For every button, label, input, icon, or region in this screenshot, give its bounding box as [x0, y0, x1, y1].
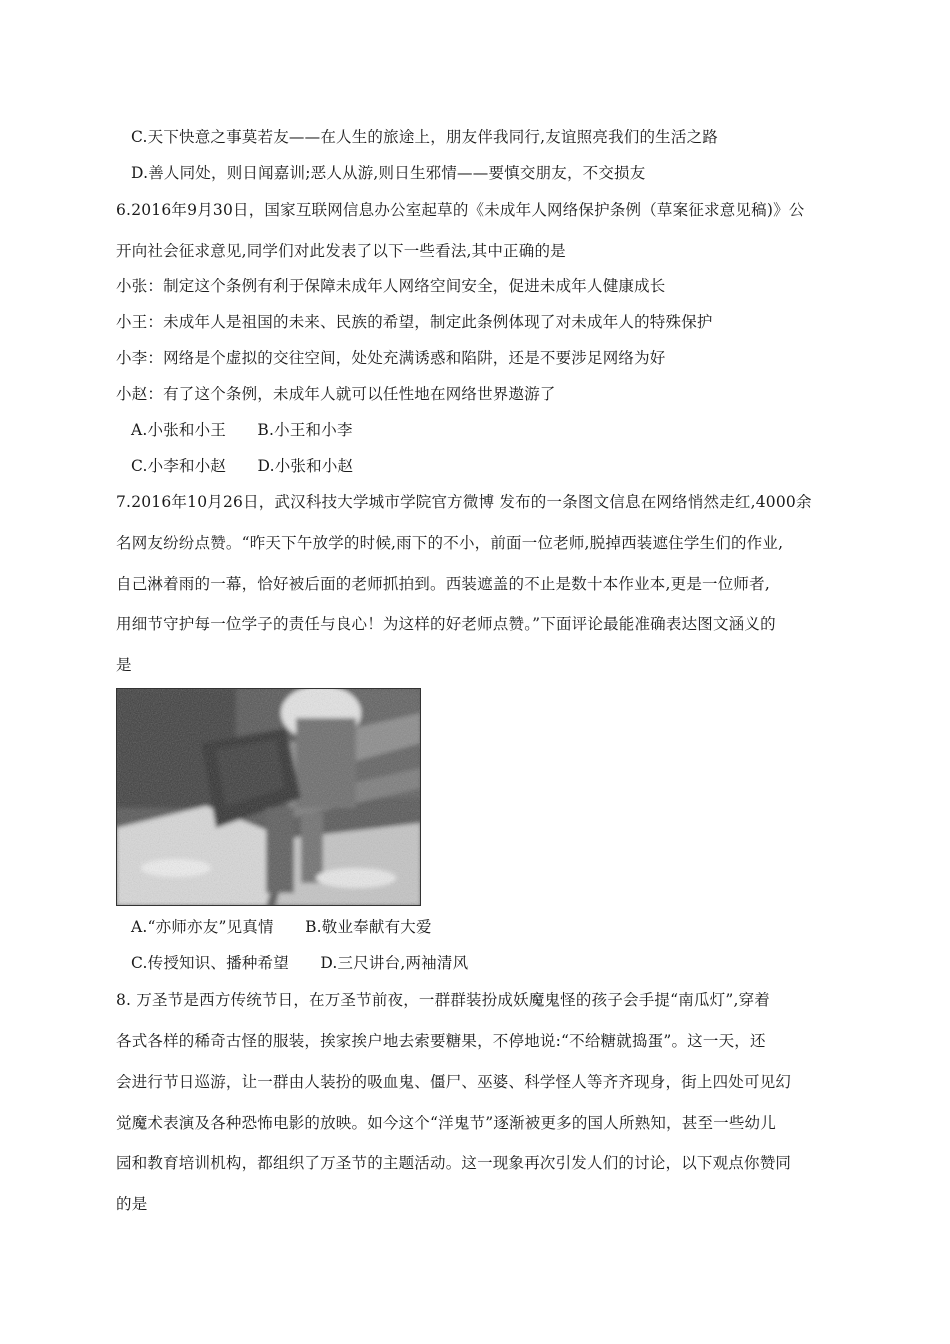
q5-option-c: C.天下快意之事莫若友——在人生的旅途上，朋友伴我同行,友谊照亮我们的生活之路: [131, 128, 718, 146]
q6-view-zhao: 小赵：有了这个条例，未成年人就可以任性地在网络世界遨游了: [116, 385, 556, 403]
q7-stem-line-1: 7.2016年10月26日，武汉科技大学城市学院官方微博 发布的一条图文信息在网络悄然走红,4000余: [116, 493, 812, 511]
q8-stem-line-3: 会进行节日巡游，让一群由人装扮的吸血鬼、僵尸、巫婆、科学怪人等齐齐现身，街上四处可见幻: [116, 1073, 792, 1091]
q6-options-row-2: C.小李和小赵 D.小张和小赵: [131, 457, 354, 475]
q7-stem-line-5: 是: [116, 656, 132, 674]
teacher-photo-image: [116, 688, 421, 906]
q7-options-row-1: A.“亦师亦友”见真情 B.敬业奉献有大爱: [131, 918, 432, 936]
q8-stem-line-2: 各式各样的稀奇古怪的服装，挨家挨户地去索要糖果，不停地说:“不给糖就捣蛋”。这一天，还: [116, 1032, 766, 1050]
q8-stem-line-5: 园和教育培训机构，都组织了万圣节的主题活动。这一现象再次引发人们的讨论，以下观点你赞同: [116, 1154, 792, 1172]
q6-view-wang: 小王：未成年人是祖国的未来、民族的希望，制定此条例体现了对未成年人的特殊保护: [116, 313, 713, 331]
q6-view-li: 小李：网络是个虚拟的交往空间，处处充满诱惑和陷阱，还是不要涉足网络为好: [116, 349, 666, 367]
q8-stem-line-1: 8. 万圣节是西方传统节日，在万圣节前夜，一群群装扮成妖魔鬼怪的孩子会手提“南瓜灯”,穿着: [116, 991, 770, 1009]
q6-stem-line-2: 开向社会征求意见,同学们对此发表了以下一些看法,其中正确的是: [116, 242, 566, 260]
q6-options-row-1: A.小张和小王 B.小王和小李: [131, 421, 353, 439]
q7-stem-line-4: 用细节守护每一位学子的责任与良心！为这样的好老师点赞。”下面评论最能准确表达图文涵义的: [116, 615, 776, 633]
teacher-photo: [116, 688, 421, 906]
q6-view-zhang: 小张：制定这个条例有利于保障未成年人网络空间安全，促进未成年人健康成长: [116, 277, 666, 295]
q8-stem-line-4: 觉魔术表演及各种恐怖电影的放映。如今这个“洋鬼节”逐渐被更多的国人所熟知，甚至一些幼儿: [116, 1114, 776, 1132]
q8-stem-line-6: 的是: [116, 1195, 148, 1213]
q7-stem-line-2: 名网友纷纷点赞。“昨天下午放学的时候,雨下的不小，前面一位老师,脱掉西装遮住学生们的作业,: [116, 534, 784, 552]
q7-options-row-2: C.传授知识、播种希望 D.三尺讲台,两袖清风: [131, 954, 469, 972]
q7-stem-line-3: 自己淋着雨的一幕，恰好被后面的老师抓拍到。西装遮盖的不止是数十本作业本,更是一位师者,: [116, 575, 770, 593]
q5-option-d: D.善人同处，则日闻嘉训;恶人从游,则日生邪情——要慎交朋友，不交损友: [131, 164, 646, 182]
q6-stem-line-1: 6.2016年9月30日，国家互联网信息办公室起草的《未成年人网络保护条例（草案征求意见稿)》公: [116, 201, 805, 219]
